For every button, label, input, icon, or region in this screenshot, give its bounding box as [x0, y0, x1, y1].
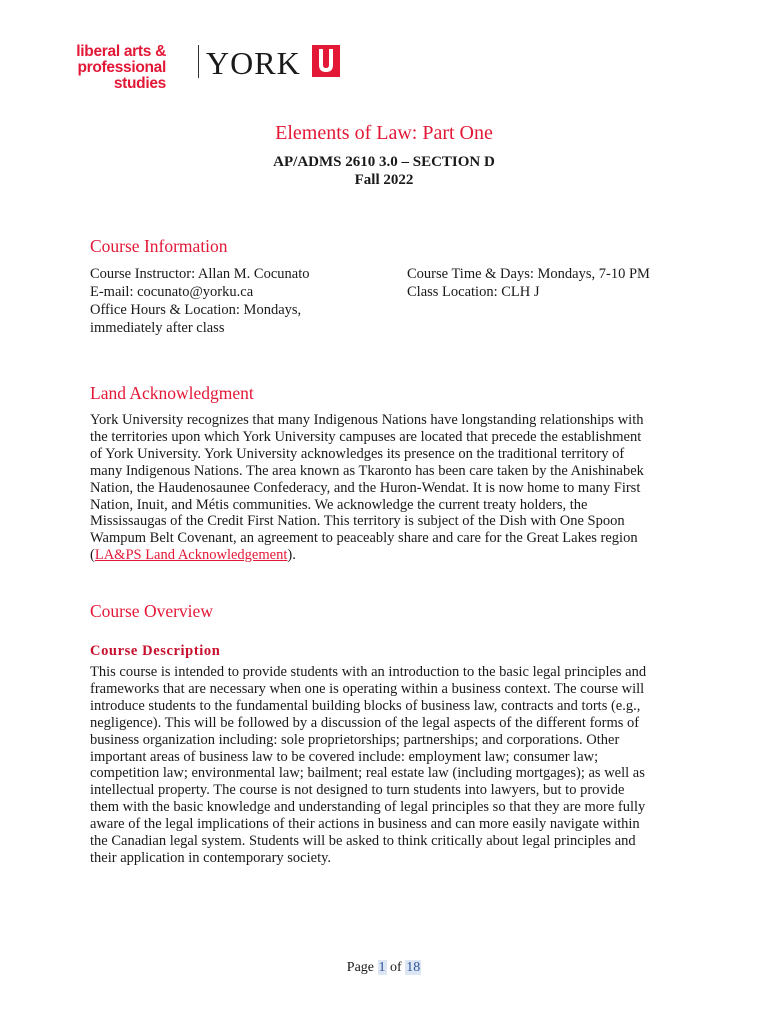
- office-hours-line-2: immediately after class: [90, 320, 225, 336]
- course-code: AP/ADMS 2610 3.0 – SECTION D: [273, 154, 495, 170]
- paragraph-line: Mississaugas of the Credit First Nation. This territory is subject of the Dish with One Spoon: [90, 513, 625, 530]
- paragraph-line: Nation, Inuit, and Métis communities. We acknowledge the current treaty holders, the: [90, 496, 588, 513]
- lap-wordmark: [26, 44, 166, 92]
- course-description-subheading: Course Description: [90, 643, 221, 659]
- paragraph-line: of York University. York University acknowledges its presence on the traditional territory of: [90, 445, 625, 462]
- office-hours-line-1: Office Hours & Location: Mondays,: [90, 302, 302, 318]
- instructor-line: Course Instructor: Allan M. Cocunato: [90, 266, 310, 282]
- york-u-icon: [312, 45, 340, 77]
- logo-line-2: professional studies: [77, 59, 166, 92]
- paragraph-line: This course is intended to provide students with an introduction to the basic legal principles and: [90, 664, 647, 680]
- course-info-right: [407, 265, 707, 301]
- paragraph-line: them with the basic knowledge and understanding of legal principles so that they are more fully: [90, 799, 646, 816]
- logo-line-1: liberal arts &: [76, 43, 166, 60]
- paragraph-line: the territories upon which York University campuses are located that precede the establishment: [90, 428, 642, 445]
- page-footer: [0, 960, 768, 976]
- paragraph-line: business organization including: sole proprietorships; partnerships; and corporations. Other: [90, 731, 620, 748]
- york-wordmark: YORK: [206, 45, 301, 81]
- paragraph-line: Nation, the Haudenosaunee Confederacy, and the Huron-Wendat. It is now home to many First: [90, 479, 641, 496]
- paragraph-line: Wampum Belt Covenant, an agreement to peaceably share and care for the Great Lakes region: [90, 530, 638, 547]
- paragraph-line: competition law; environmental law; bailment; real estate law (including mortgages); as well as: [90, 765, 645, 782]
- course-overview-heading: Course Overview: [90, 601, 213, 621]
- paragraph-line: the Canadian legal system. Students will be asked to think critically about legal principles and: [90, 833, 636, 850]
- land-acknowledgment-paragraph: [90, 412, 678, 564]
- paragraph-line: aware of the legal implications of their actions in business and can more easily navigate within: [90, 816, 640, 833]
- paragraph-line-link: [90, 547, 678, 564]
- course-description-paragraph: [90, 664, 678, 867]
- course-info-left: [90, 265, 390, 337]
- paragraph-line: introduce students to the fundamental building blocks of business law, contracts and torts (e.g.,: [90, 697, 641, 714]
- paragraph-line: intellectual property. The course is not designed to turn students into lawyers, but to provide: [90, 782, 625, 799]
- page-number: 1: [378, 960, 386, 975]
- paragraph-line: York University recognizes that many Indigenous Nations have longstanding relationships with: [90, 412, 644, 428]
- paragraph-line: frameworks that are necessary when one is operating within a business context. The course will: [90, 680, 645, 697]
- land-acknowledgment-heading: Land Acknowledgment: [90, 383, 254, 403]
- location-line: Class Location: CLH J: [407, 284, 540, 300]
- paragraph-line: important areas of business law to be covered include: employment law; consumer law;: [90, 748, 599, 765]
- page-word: Page: [346, 960, 375, 975]
- of-word: of: [390, 960, 402, 975]
- paragraph-line: many Indigenous Nations. The area known as Tkaronto has been care taken by the Anishinabek: [90, 462, 644, 479]
- logo-divider: [198, 45, 199, 78]
- link-close-paren: ).: [287, 547, 296, 564]
- link-open-paren: (: [90, 547, 95, 564]
- page-total: 18: [406, 960, 421, 975]
- land-acknowledgement-link[interactable]: LA&PS Land Acknowledgement: [94, 547, 288, 564]
- course-information-heading: Course Information: [90, 236, 228, 256]
- email-line: E-mail: cocunato@yorku.ca: [90, 284, 254, 300]
- paragraph-line: their application in contemporary society.: [90, 849, 332, 866]
- course-term: Fall 2022: [354, 172, 414, 188]
- paragraph-line: negligence). This will be followed by a discussion of the legal aspects of the different forms of: [90, 714, 640, 731]
- time-days-line: Course Time & Days: Mondays, 7-10 PM: [407, 266, 650, 282]
- document-title: Elements of Law: Part One: [275, 122, 493, 144]
